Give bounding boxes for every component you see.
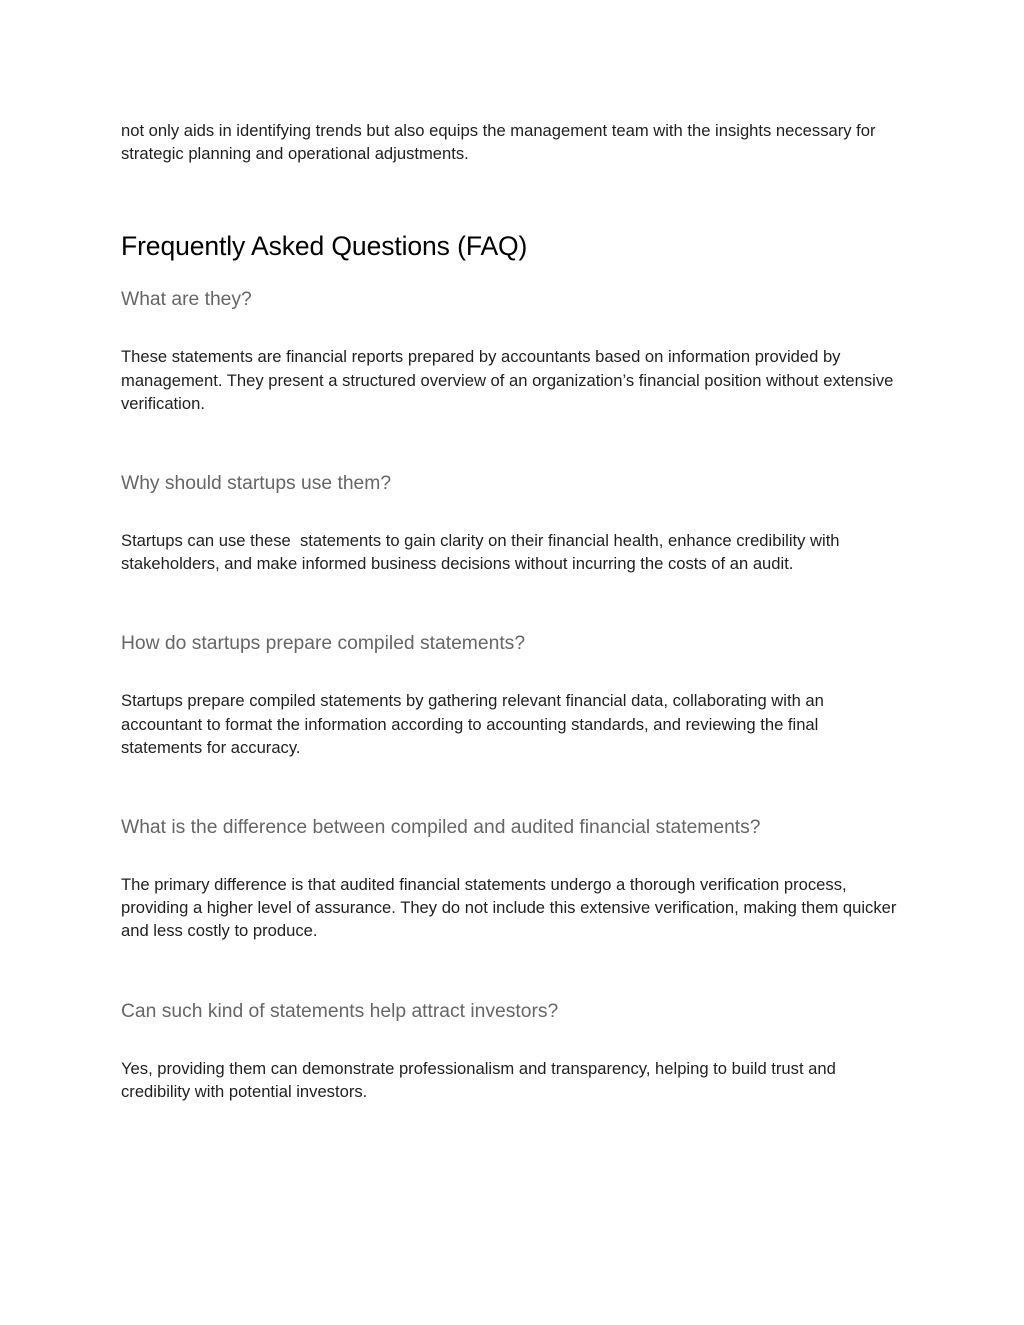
faq-answer: Yes, providing them can demonstrate professionalism and transparency, helping to build trust and credibility with potential investors. [121, 1058, 836, 1101]
faq-answer: Startups can use these statements to gain clarity on their financial health, enhance credibility with stakeholders, and make informed business decisions without incurring the costs of an audit. [121, 531, 845, 574]
document-page [121, 119, 901, 1103]
faq-answer: Startups prepare compiled statements by gathering relevant financial data, collaborating with an accountant to format the information according to accounting standards, and reviewing the final statements for accuracy. [121, 691, 824, 757]
faq-answer: These statements are financial reports prepared by accountants based on information provided by management. They present a structured overview of an organization’s financial position without extensive verification. [121, 347, 894, 413]
faq-list [121, 287, 901, 1103]
faq-question: What are they? [121, 289, 252, 311]
faq-question: How do startups prepare compiled statements? [121, 633, 526, 655]
faq-question: What is the difference between compiled and audited financial statements? [121, 817, 761, 839]
faq-item-difference [121, 815, 901, 943]
intro-paragraph: not only aids in identifying trends but also equips the management team with the insights necessary for strategic planning and operational adjustments. [121, 121, 881, 164]
faq-item-why-startups [121, 471, 901, 575]
faq-heading: Frequently Asked Questions (FAQ) [121, 231, 528, 262]
faq-item-attract-investors [121, 999, 901, 1103]
faq-item-how-prepare [121, 631, 901, 759]
faq-question: Why should startups use them? [121, 473, 392, 495]
faq-question: Can such kind of statements help attract investors? [121, 1000, 559, 1022]
faq-answer: The primary difference is that audited financial statements undergo a thorough verification process, providing a higher level of assurance. They do not include this extensive verification, making them quicker and less costly to produce. [121, 875, 897, 941]
faq-item-what-are-they [121, 287, 901, 415]
